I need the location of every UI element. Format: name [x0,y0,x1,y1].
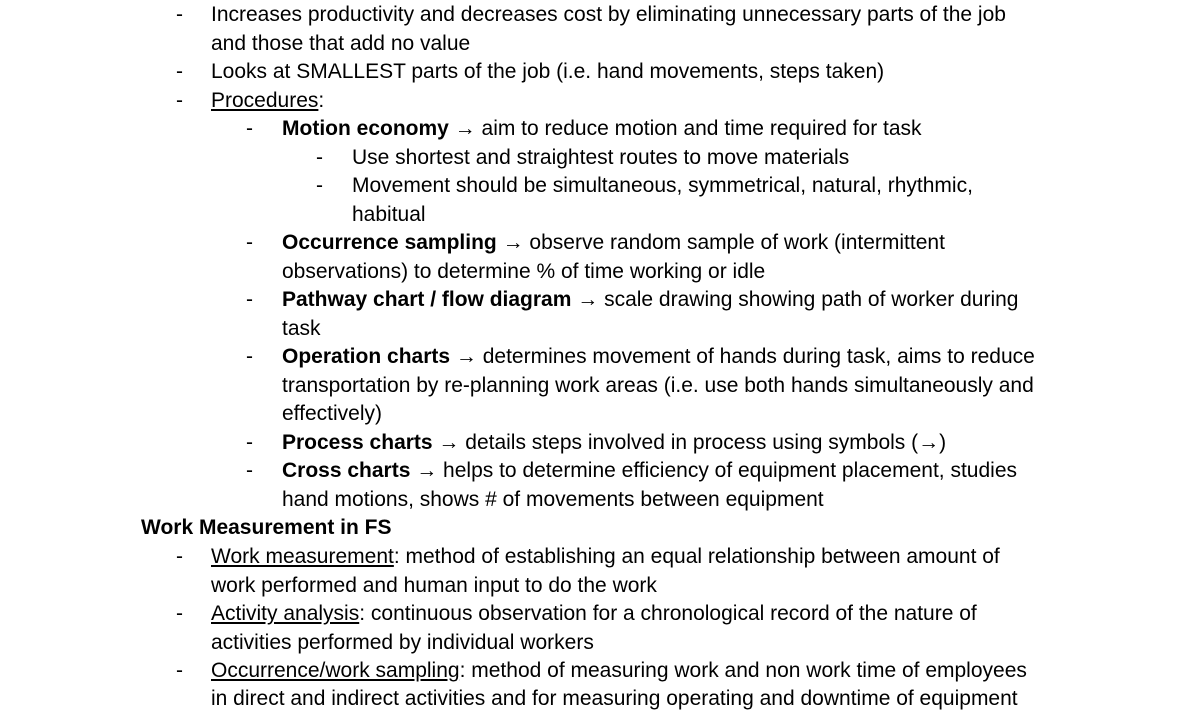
bullet-text-continuation: hand motions, shows # of movements between equipment [282,488,824,511]
bullet-dash: - [246,431,253,454]
bullet-dash: - [176,89,183,112]
term-bold: Cross charts [282,459,411,482]
procedure-item-cross-charts [282,457,1017,486]
term-definition: → determines movement of hands during task, aims to reduce [450,345,1035,368]
bullet-text-continuation: effectively) [282,402,382,425]
occurrence-work-sampling-item [211,657,1027,686]
section-heading: Work Measurement in FS [141,516,392,539]
bullet-dash: - [246,459,253,482]
sub-bullet-text: Movement should be simultaneous, symmetrical, natural, rhythmic, [352,174,973,197]
term-bold: Motion economy [282,117,449,140]
bullet-dash: - [246,231,253,254]
bullet-dash: - [316,174,323,197]
sub-bullet-text-continuation: habitual [352,203,426,226]
term-definition: → scale drawing showing path of worker during [571,288,1019,311]
bullet-text-continuation: work performed and human input to do the work [211,574,657,597]
term-bold: Occurrence sampling [282,231,497,254]
procedure-item-motion-economy [282,115,922,144]
term-bold: Pathway chart / flow diagram [282,288,572,311]
bullet-dash: - [246,288,253,311]
term-definition: : method of establishing an equal relationship between amount of [393,545,1000,568]
bullet-dash: - [176,659,183,682]
bullet-text: Increases productivity and decreases cost by eliminating unnecessary parts of the job [211,3,1006,26]
bullet-text-continuation: transportation by re-planning work areas (i.e. use both hands simultaneously and [282,374,1034,397]
procedure-item-operation-charts [282,343,1035,372]
work-measurement-item [211,543,1000,572]
bullet-dash: - [246,117,253,140]
activity-analysis-item [211,600,977,629]
bullet-text-continuation: in direct and indirect activities and for measuring operating and downtime of equipment [211,687,1018,710]
bullet-text-continuation: observations) to determine % of time working or idle [282,260,766,283]
bullet-text-continuation: and those that add no value [211,32,471,55]
term-definition: : continuous observation for a chronological record of the nature of [359,602,977,625]
bullet-text-continuation: task [282,317,321,340]
term-bold: Operation charts [282,345,451,368]
sub-bullet-text: Use shortest and straightest routes to move materials [352,146,850,169]
term-underlined: Activity analysis [211,602,360,625]
procedures-term: Procedures [211,89,319,112]
term-definition: → helps to determine efficiency of equipment placement, studies [410,459,1018,482]
term-definition: : method of measuring work and non work time of employees [459,659,1027,682]
procedure-item-pathway-chart [282,286,1018,315]
bullet-dash: - [176,3,183,26]
bullet-dash: - [316,146,323,169]
bullet-dash: - [246,345,253,368]
bullet-text: Looks at SMALLEST parts of the job (i.e. hand movements, steps taken) [211,60,885,83]
procedures-colon: : [318,89,325,112]
bullet-dash: - [176,602,183,625]
procedure-item-occurrence-sampling [282,229,945,258]
term-underlined: Work measurement [211,545,394,568]
term-definition: → observe random sample of work (intermittent [496,231,945,254]
term-bold: Process charts [282,431,433,454]
procedure-item-process-charts [282,429,946,458]
term-underlined: Occurrence/work sampling [211,659,460,682]
bullet-dash: - [176,545,183,568]
term-definition: → aim to reduce motion and time required for task [448,117,922,140]
term-definition: → details steps involved in process using symbols (→) [432,431,947,454]
bullet-text-continuation: activities performed by individual workers [211,631,594,654]
procedures-label [211,87,324,116]
bullet-dash: - [176,60,183,83]
